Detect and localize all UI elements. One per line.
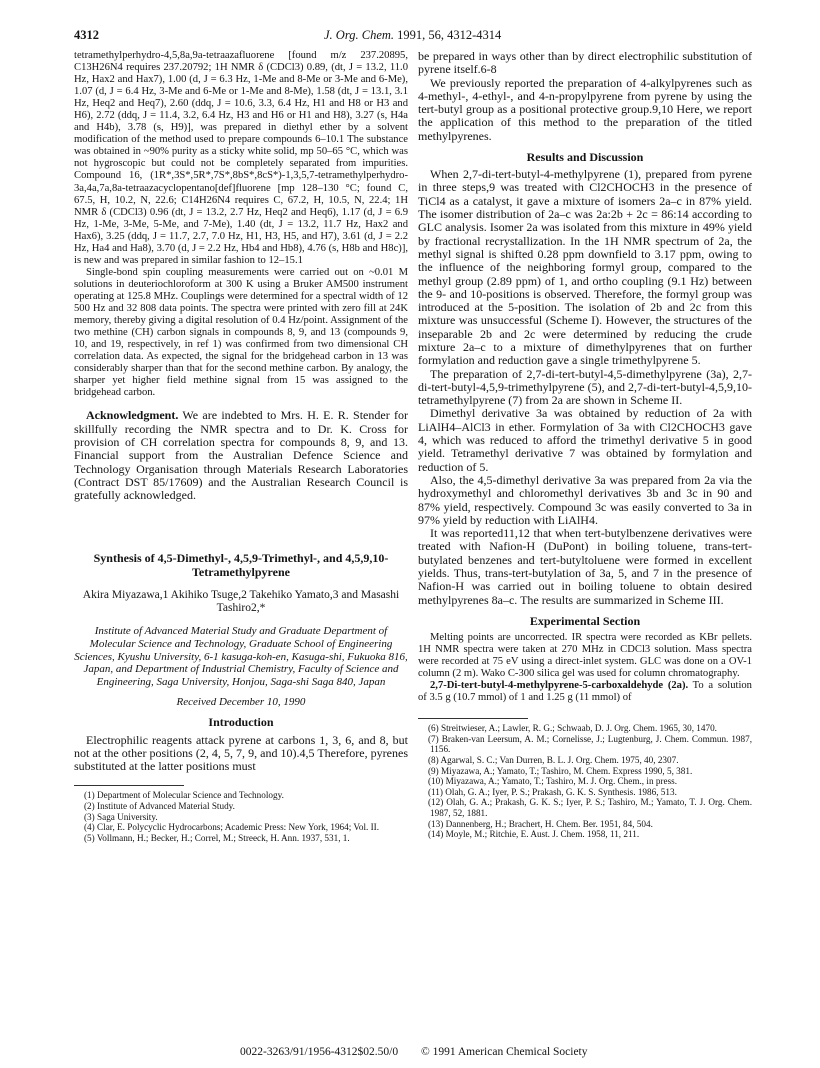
results-paragraph: It was reported11,12 that when tert-butylbenzene derivatives were treated with Nafion-H (DuPont) in boiling toluene, trans-tert-butylated benzenes and tert-butyltoluene were formed in excellent yields. Thus, trans-tert-butylation of 3a, 5, and 7 in the presence of Nafion-H was carried out in boiling toluene to obtain desired methylpyrenes 8a–c. The results are summarized in Scheme III. [418, 526, 752, 607]
introduction-continued: be prepared in ways other than by direct electrophilic substitution of pyrene itself.6-8 [418, 49, 752, 77]
left-footnotes [74, 790, 408, 843]
article-title: Synthesis of 4,5-Dimethyl-, 4,5,9-Trimethyl-, and 4,5,9,10-Tetramethylpyrene [93, 551, 389, 579]
introduction-text: Electrophilic reagents attack pyrene at carbons 1, 3, 6, and 8, but not at the other positions (2, 4, 5, 7, 9, and 10).4,5 Therefore, pyrenes substituted at the latter positions must [74, 732, 408, 774]
journal-volume: 1991, 56, 4312-4314 [397, 28, 502, 42]
right-footnotes [418, 723, 752, 840]
running-header [74, 28, 754, 44]
results-heading: Results and Discussion [526, 150, 644, 165]
article-code: 0022-3263/91/1956-4312$02.50/0 [240, 1046, 399, 1058]
journal-citation [324, 28, 501, 43]
experimental-procedure [418, 680, 752, 704]
footnote: (8) Agarwal, S. C.; Van Durren, B. L. J. Org. Chem. 1975, 40, 2307. [428, 755, 679, 766]
received-date: Received December 10, 1990 [176, 696, 306, 709]
footnote: (6) Streitwieser, A.; Lawler, R. G.; Schwaab, D. J. Org. Chem. 1965, 30, 1470. [428, 723, 717, 734]
footnote: (14) Moyle, M.; Ritchie, E. Aust. J. Chem. 1958, 11, 211. [428, 829, 640, 840]
experimental-data-block: tetramethylperhydro-4,5,8a,9a-tetraazafluorene [found m/z 237.20895, C13H26N4 requires 237.20792; 1H NMR δ (CDCl3) 0.89, (dt, J = 13.2, 11.0 Hz, Hax2 and Hax7), 1.00 (d, J = 6.3 Hz, 1-Me and 8-Me or 3-Me and 6-Me), 1.07 (d, J = 6.4 Hz, 3-Me and 6-Me or 1-Me and 8-Me), 1.58 (dt, J = 13.1, 3.1 Hz, Heq2 and Heq7), 2.60 (ddq, J = 10.6, 3.3, 6.4 Hz, H1 and H8 or H3 and H6), 2.72 (ddq, J = 11.4, 3.2, 6.4 Hz, H3 and H6 or H1 and H8), 3.27 (s, H4a and H4b), 3.78 (s, H9)], was prepared in diethyl ether by a solvent modification of the method used to prepare compounds 6–10.1 The substance was obtained in ~90% purity as a sticky white solid, mp 50–65 °C, which was not hygroscopic but could not be completely separated from impurities. Compound 16, (1R*,3S*,5R*,7S*,8bS*,8cS*)-1,3,5,7-tetramethylperhydro-3a,4a,7a,8a-tetraazacyclopentano[def]fluorene [mp 128–130 °C; found C, 67.5, H, 10.2, N, 22.6; C14H26N4 requires C, 67.2, H, 10.5, N, 22.4; 1H NMR δ (CDCl3) 0.96 (dt, J = 13.2, 2.7 Hz, Heq2 and Heq6), 1.17 (d, J = 6.9 Hz, 1-Me, 3-Me, 5-Me, and 7-Me), 1.40 (dt, J = 13.2, 11.7 Hz, Hax2 and Hax6), 3.25 (ddq, J = 11.7, 2.7, 7.0 Hz, H1, H3, H5, and H7), 3.61 (d, J = 2.2 Hz, Ha4 and Ha8), 3.70 (d, J = 2.2 Hz, Hb4 and Hb8), 4.76 (s, H8b and H8c)], is new and was prepared in similar fashion to 12–15.1 [74, 50, 408, 266]
footnote: (1) Department of Molecular Science and Technology. [84, 790, 284, 801]
footnote-divider [418, 718, 528, 719]
footnote: (13) Dannenberg, H.; Brachert, H. Chem. Ber. 1951, 84, 504. [428, 818, 653, 829]
experimental-heading: Experimental Section [529, 613, 641, 628]
coupling-paragraph: Single-bond spin coupling measurements were carried out on ~0.01 M solutions in deuteriochloroform at 300 K using a Bruker AM500 instrument operating at 125.8 MHz. Couplings were determined for a spectral width of 12 500 Hz and 32 808 data points. The spectra were printed with zero fill at 24K memory, thereby giving a digital resolution of 0.4 Hz/point. Assignment of the two methine (CH) carbon signals in compounds 8, 9, and 13 (compounds 9, 10, and 19, respectively, in ref 1) was confirmed from two dimensional CH correlation data. As expected, the signal for the bridgehead carbon in 13 was considerably sharper than that for the second methine carbon. By analogy, the sharper yet higher field methine signal from 15 was assigned to the bridgehead carbon. [74, 266, 408, 399]
page-footer [240, 1046, 608, 1058]
footnote: (7) Braken-van Leersum, A. M.; Cornelisse, J.; Lugtenburg, J. Chem. Commun. 1987, 1156. [428, 733, 752, 755]
introduction-paragraph-2: We previously reported the preparation of 4-alkylpyrenes such as 4-methyl-, 4-ethyl-, and 4-n-propylpyrene from pyrene by using the tert-butyl group as a positional protective group.9,10 Here, we report the application of this method to the preparation of the titled methylpyrenes. [418, 75, 752, 143]
compound-subheading: 2,7-Di-tert-butyl-4-methylpyrene-5-carboxaldehyde (2a). [430, 680, 689, 692]
right-column [418, 50, 752, 840]
results-paragraph: When 2,7-di-tert-butyl-4-methylpyrene (1), prepared from pyrene in three steps,9 was treated with Cl2CHOCH3 in the presence of TiCl4 as a catalyst, it gave a mixture of isomers 2a–c in 87% yield. The isomer distribution of 2a–c was 2a:2b + 2c = 86:14 according to GLC analysis. Isomer 2a was isolated from this mixture in 49% yield by fractional recrystallization. In the 1H NMR spectrum of 2a, the methyl signal is shifted 0.28 ppm downfield to 3.17 ppm, owing to the influence of the neighboring formyl group, compared to the methyl group (2.89 ppm) of 1, and ortho coupling (9.1 Hz) between the 9- and 10-positions is observed. Therefore, the formyl group was introduced at the 5-position. The isolation of 2b and 2c from this mixture was unsuccessful (Scheme I). However, the structures of the inseparable 2b and 2c were determined by reducing the crude mixture 2a–c to a mixture of dimethylpyrenes that on further formylation and reduction gave a single trimethylpyrene 5. [418, 167, 752, 368]
footnote: (9) Miyazawa, A.; Yamato, T.; Tashiro, M. Chem. Express 1990, 5, 381. [428, 765, 693, 776]
footnote: (12) Olah, G. A.; Prakash, G. K. S.; Iyer, P. S.; Tashiro, M.; Yamato, T. J. Org. Chem. 1987, 52, 1881. [428, 797, 752, 818]
footnote: (11) Olah, G. A.; Iyer, P. S.; Prakash, G. K. S. Synthesis. 1986, 513. [428, 786, 677, 797]
acknowledgment [74, 409, 408, 502]
footnote: (10) Miyazawa, A.; Yamato, T.; Tashiro, M. J. Org. Chem., in press. [428, 776, 678, 787]
footnote: (4) Clar, E. Polycyclic Hydrocarbons; Academic Press: New York, 1964; Vol. II. [84, 822, 380, 833]
ack-text: We are indebted to Mrs. H. E. R. Stender for skillfully recording the NMR spectra and to Dr. K. Cross for provision of CH correlation spectra for compounds 8, 9, and 13. Financial support from the Australian Defence Science and Technology Organisation through Materials Research Laboratories (Contract DST 85/17609) and the Australian Research Council is gratefully acknowledged. [74, 408, 408, 503]
footnote: (5) Vollmann, H.; Becker, H.; Correl, M.; Streeck, H. Ann. 1937, 531, 1. [84, 832, 350, 843]
author-affiliation: Institute of Advanced Material Study and Graduate Department of Molecular Science and Technology, Graduate School of Engineering Sciences, Kyushu University, 6-1 kasuga-koh-en, Kasuga-shi, Fukuoka 816, Japan, and Department of Industrial Chemistry, Faculty of Science and Engineering, Saga University, Honjou, Saga-shi Saga 840, Japan [74, 625, 408, 688]
left-column [74, 50, 408, 843]
article-authors: Akira Miyazawa,1 Akihiko Tsuge,2 Takehiko Yamato,3 and Masashi Tashiro2,* [82, 589, 400, 615]
introduction-heading: Introduction [208, 715, 274, 730]
results-paragraph: Dimethyl derivative 3a was obtained by reduction of 2a with LiAlH4–AlCl3 in ether. Formylation of 3a with Cl2CHOCH3 gave 4, which was reduced to afford the trimethyl derivative 5 in good yield. Tetramethyl derivative 7 was obtained by formylation and reduction of 5. [418, 406, 752, 474]
footnote: (2) Institute of Advanced Material Study. [84, 800, 235, 811]
procedure-text: To a solution of 3.5 g (10.7 mmol) of 1 and 1.25 g (11 mmol) of [418, 680, 752, 704]
page-number: 4312 [74, 28, 99, 42]
footnote-divider [74, 785, 184, 786]
ack-label: Acknowledgment. [86, 408, 179, 423]
journal-name: J. Org. Chem. [324, 28, 395, 42]
results-paragraph: Also, the 4,5-dimethyl derivative 3a was prepared from 2a via the hydroxymethyl and chloromethyl derivatives 3b and 3c in 90 and 87% yield, respectively. Compound 3c was easily converted to 3a in 97% yield by reduction with LiAlH4. [418, 472, 752, 527]
footnote: (3) Saga University. [84, 811, 158, 822]
results-paragraph: The preparation of 2,7-di-tert-butyl-4,5-dimethylpyrene (3a), 2,7-di-tert-butyl-4,5,9-trimethylpyrene (5), and 2,7-di-tert-butyl-4,5,9,10-tetramethylpyrene (7) from 2a are shown in Scheme II. [418, 366, 752, 408]
copyright: © 1991 American Chemical Society [421, 1046, 588, 1058]
experimental-paragraph: Melting points are uncorrected. IR spectra were recorded as KBr pellets. 1H NMR spectra were taken at 270 MHz in CDCl3 solution. Mass spectra were recorded at 75 eV using a direct-inlet system. GLC was done on a OV-1 column (2 m). Wako C-300 silica gel was used for column chromatography. [418, 631, 752, 680]
